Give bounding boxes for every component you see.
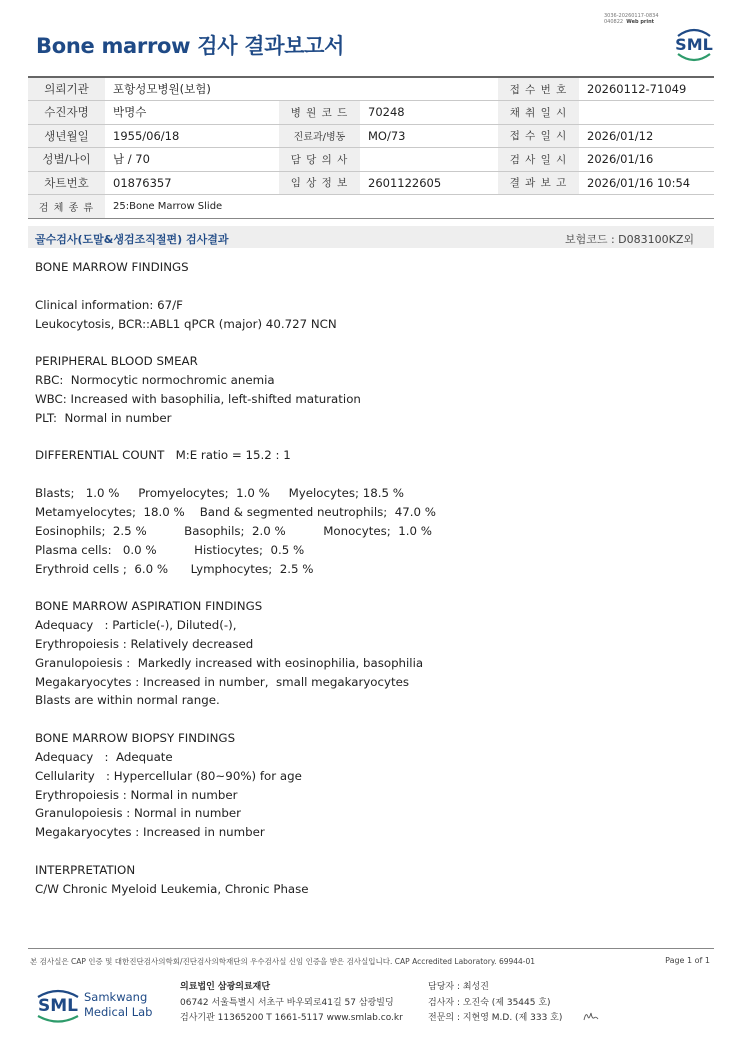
samkwang-name-line1: Samkwang <box>84 990 148 1004</box>
report-blank-line <box>35 842 695 861</box>
report-blank-line <box>35 333 695 352</box>
report-blank-line <box>35 710 695 729</box>
value-accession-number: 20260112-71049 <box>579 77 714 101</box>
value-clinical-info: 2601122605 <box>360 171 498 195</box>
report-body <box>35 258 695 899</box>
value-hospital-code: 70248 <box>360 101 498 125</box>
report-line: Megakaryocytes : Increased in number, small megakaryocytes <box>35 674 410 689</box>
report-line: Cellularity : Hypercellular (80~90%) for age <box>35 768 302 783</box>
label-chart-number: 차트번호 <box>28 171 105 195</box>
report-line: C/W Chronic Myeloid Leukemia, Chronic Phase <box>35 881 309 896</box>
report-line: Granulopoiesis : Markedly increased with eosinophilia, basophilia <box>35 655 424 670</box>
value-requesting-institution: 포항성모병원(보험) <box>105 77 498 101</box>
samkwang-logo-mark: SML <box>38 996 78 1016</box>
signature-mark <box>582 1009 600 1023</box>
label-patient-name: 수진자명 <box>28 101 105 125</box>
info-row <box>28 148 714 172</box>
samkwang-logo <box>36 983 156 1025</box>
document-id-line2 <box>604 19 659 25</box>
info-row <box>28 101 714 125</box>
report-line: Granulopoiesis : Normal in number <box>35 806 241 821</box>
org-address: 06742 서울특별시 서초구 바우뫼로41길 57 삼광빌딩 <box>180 997 394 1008</box>
report-line: DIFFERENTIAL COUNT M:E ratio = 15.2 : 1 <box>35 448 291 463</box>
value-test-date: 2026/01/16 <box>579 148 714 172</box>
value-sex-age: 남 / 70 <box>105 148 279 172</box>
page-number: Page 1 of 1 <box>665 956 710 965</box>
report-line: Blasts; 1.0 % Promyelocytes; 1.0 % Myelocytes; 18.5 % <box>35 486 404 501</box>
report-blank-line <box>35 428 695 447</box>
report-blank-line <box>35 277 695 296</box>
report-line: RBC: Normocytic normochromic anemia <box>35 373 275 388</box>
web-print-label: Web print <box>626 19 655 25</box>
document-id <box>604 13 659 25</box>
report-line: Erythropoiesis : Relatively decreased <box>35 636 254 651</box>
info-row <box>28 124 714 148</box>
organization-info <box>180 980 403 1027</box>
label-test-date: 검 사 일 시 <box>498 148 579 172</box>
staff-specialist: 전문의 : 지현영 M.D. (제 333 호) <box>428 1013 563 1023</box>
report-line: Metamyelocytes; 18.0 % Band & segmented neutrophils; 47.0 % <box>35 504 436 519</box>
label-accession-number: 접 수 번 호 <box>498 77 579 101</box>
insurance-code: 보험코드 : D083100KZ외 <box>564 233 694 246</box>
label-collection-date: 채 취 일 시 <box>498 101 579 125</box>
value-report-date: 2026/01/16 10:54 <box>579 171 714 195</box>
label-department-ward: 진료과/병동 <box>279 124 360 148</box>
value-collection-date <box>579 101 714 125</box>
report-line: Plasma cells: 0.0 % Histiocytes; 0.5 % <box>35 542 305 557</box>
sml-logo-text: SML <box>675 35 713 54</box>
report-line: Adequacy : Adequate <box>35 749 173 764</box>
value-patient-name: 박명수 <box>105 101 279 125</box>
label-specimen-type: 검 체 종 류 <box>28 195 105 219</box>
footer-divider <box>28 948 714 949</box>
staff-info <box>428 980 562 1027</box>
document-id-line1: 3036-20260117-0834 <box>604 13 659 19</box>
value-physician <box>360 148 498 172</box>
label-report-date: 결 과 보 고 <box>498 171 579 195</box>
info-row <box>28 77 714 101</box>
label-received-date: 접 수 일 시 <box>498 124 579 148</box>
report-line: PERIPHERAL BLOOD SMEAR <box>35 354 198 369</box>
document-id-code: 040822 <box>604 19 624 25</box>
report-line: INTERPRETATION <box>35 863 136 877</box>
value-department-ward: MO/73 <box>360 124 498 148</box>
label-physician: 담 당 의 사 <box>279 148 360 172</box>
value-birth-date: 1955/06/18 <box>105 124 279 148</box>
patient-info-table <box>28 76 714 219</box>
label-birth-date: 생년월일 <box>28 124 105 148</box>
report-line: Erythroid cells ; 6.0 % Lymphocytes; 2.5 % <box>35 561 314 576</box>
label-sex-age: 성별/나이 <box>28 148 105 172</box>
report-line: PLT: Normal in number <box>35 410 172 425</box>
report-line: Leukocytosis, BCR::ABL1 qPCR (major) 40.727 NCN <box>35 316 337 331</box>
sml-logo <box>672 26 716 64</box>
report-blank-line <box>35 465 695 484</box>
report-line: Megakaryocytes : Increased in number <box>35 825 265 840</box>
report-line: Clinical information: 67/F <box>35 297 183 312</box>
info-row <box>28 195 714 219</box>
report-line: BONE MARROW BIOPSY FINDINGS <box>35 731 236 746</box>
value-received-date: 2026/01/12 <box>579 124 714 148</box>
report-line: Adequacy : Particle(-), Diluted(-), <box>35 618 237 633</box>
value-chart-number: 01876357 <box>105 171 279 195</box>
org-name: 의료법인 삼광의료재단 <box>180 982 271 992</box>
section-title: 골수검사(도말&생검조직절편) 검사결과 <box>35 233 229 246</box>
label-hospital-code: 병 원 코 드 <box>279 101 360 125</box>
page-title: Bone marrow 검사 결과보고서 <box>36 34 345 58</box>
label-requesting-institution: 의뢰기관 <box>28 77 105 101</box>
info-row <box>28 171 714 195</box>
org-contact: 검사기관 11365200 T 1661-5117 www.smlab.co.kr <box>180 1013 403 1023</box>
report-line: BONE MARROW FINDINGS <box>35 260 189 274</box>
samkwang-name-line2: Medical Lab <box>84 1005 153 1019</box>
report-line: WBC: Increased with basophilia, left-shifted maturation <box>35 391 361 406</box>
report-line: Erythropoiesis : Normal in number <box>35 787 238 802</box>
staff-in-charge: 담당자 : 최성진 <box>428 982 489 992</box>
report-line: BONE MARROW ASPIRATION FINDINGS <box>35 599 263 614</box>
report-blank-line <box>35 578 695 597</box>
staff-tester: 검사자 : 오진숙 (제 35445 호) <box>428 997 551 1008</box>
value-specimen-type: 25:Bone Marrow Slide <box>105 195 714 219</box>
report-line: Eosinophils; 2.5 % Basophils; 2.0 % Monocytes; 1.0 % <box>35 523 432 538</box>
result-section-header <box>28 226 714 248</box>
label-clinical-info: 임 상 정 보 <box>279 171 360 195</box>
report-line: Blasts are within normal range. <box>35 693 220 708</box>
cap-accreditation-note: 본 검사실은 CAP 인증 및 대한진단검사의학회/진단검사의학재단의 우수검사실 신임 인증을 받은 검사실입니다. CAP Accredited Laboratory. 69944-01 <box>30 957 536 966</box>
